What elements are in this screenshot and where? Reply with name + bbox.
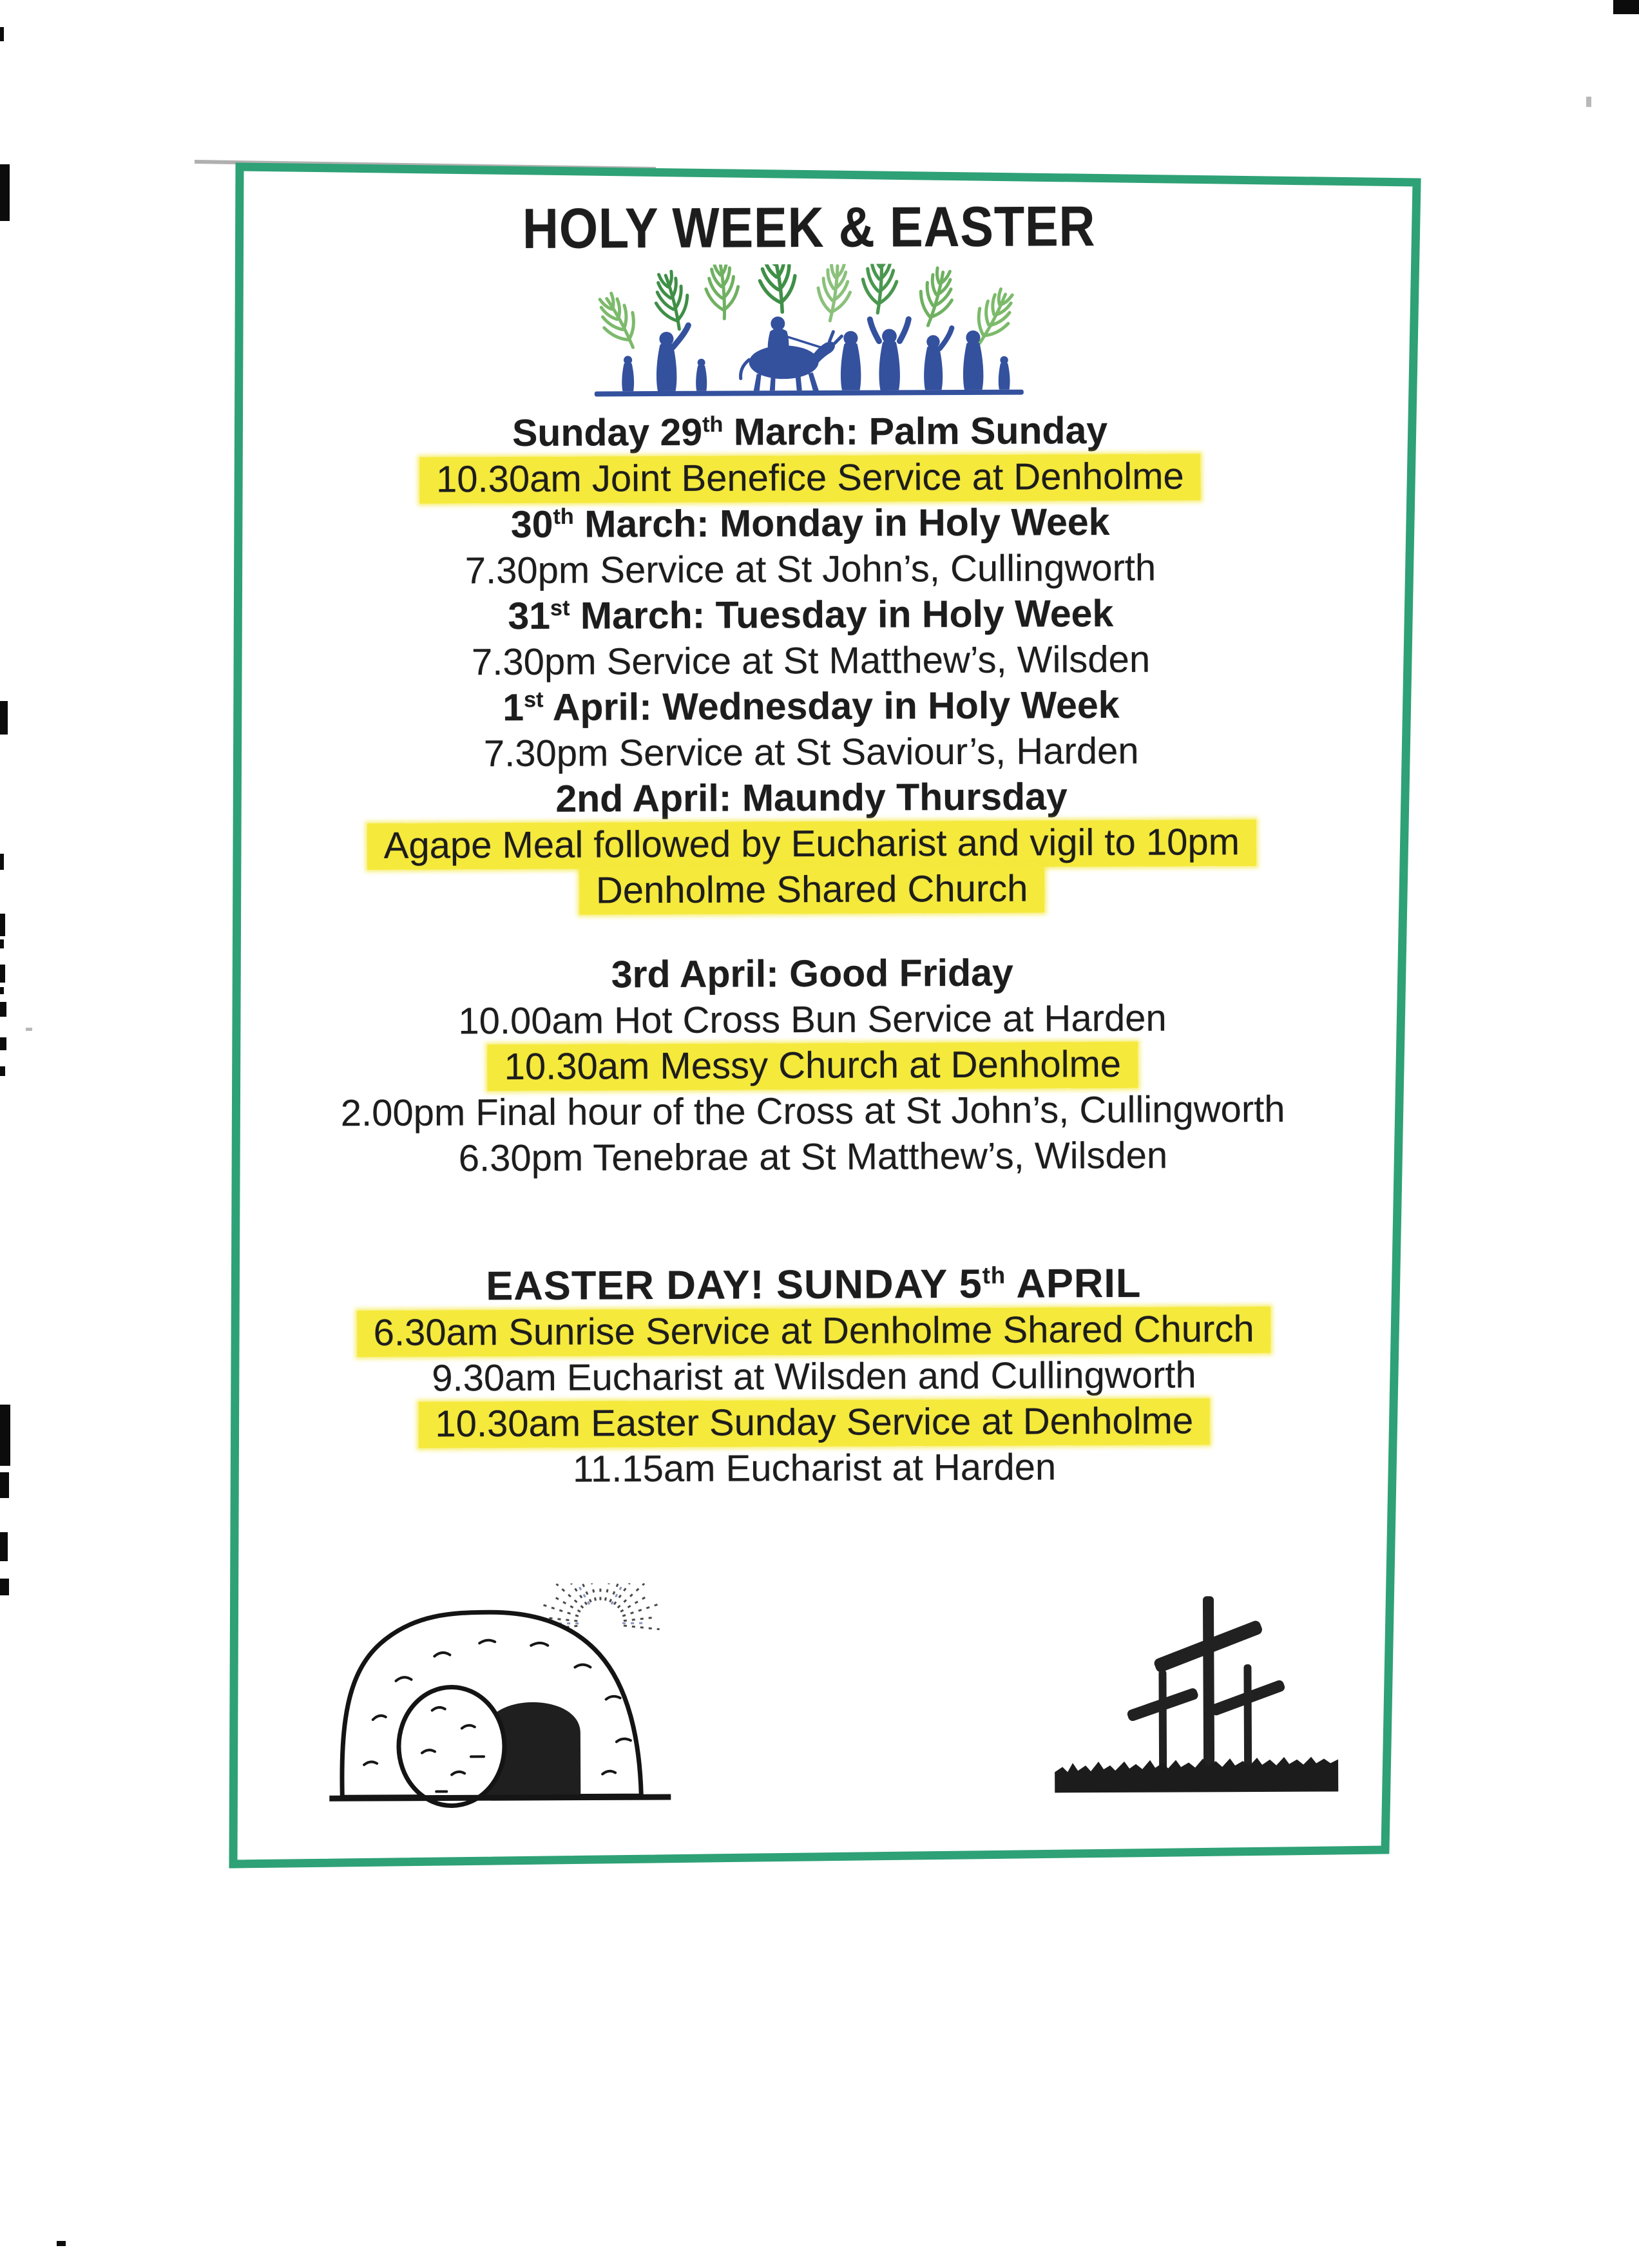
schedule-line: [242, 1443, 1387, 1494]
line-text: 7.30pm Service at St Saviour’s, Harden: [483, 729, 1139, 775]
highlighted-text: 10.30am Joint Benefice Service at Denholme: [419, 454, 1201, 503]
schedule-line: [238, 498, 1383, 549]
schedule-section: [241, 1260, 1388, 1494]
line-text: 3rd April: Good Friday: [611, 951, 1013, 996]
schedule-line: [240, 948, 1385, 999]
scan-artifact: [57, 2241, 66, 2246]
schedule-line: [237, 452, 1383, 503]
scan-artifact: [0, 164, 10, 221]
highlighted-text: 10.30am Easter Sunday Service at Denholme: [418, 1398, 1210, 1448]
schedule-line: [238, 773, 1384, 823]
palm-branch-icon: [756, 264, 800, 315]
palm-branch-icon: [591, 289, 647, 355]
line-text: 11.15am Eucharist at Harden: [572, 1446, 1057, 1490]
palm-sunday-procession-illustration: [590, 264, 1029, 404]
palm-branch-icon: [814, 264, 854, 323]
schedule-line: [238, 590, 1383, 640]
scan-artifact: [26, 1028, 32, 1031]
line-text: 1st April: Wednesday in Holy Week: [503, 683, 1120, 729]
schedule-line: [240, 1131, 1386, 1182]
scan-artifact: [0, 987, 4, 994]
scan-artifact: [0, 27, 4, 41]
schedule-line: [240, 1086, 1386, 1137]
service-schedule: [237, 407, 1387, 1494]
schedule-line: [241, 1351, 1386, 1402]
empty-tomb-illustration: [318, 1583, 680, 1813]
scan-artifact: [0, 939, 4, 948]
tomb-ground-line: [329, 1797, 671, 1798]
scan-artifact: [0, 965, 5, 983]
scan-artifact: [0, 1472, 9, 1498]
line-text: 9.30am Eucharist at Wilsden and Cullingworth: [432, 1354, 1196, 1399]
scan-artifact: [0, 1405, 10, 1466]
highlighted-text: 6.30am Sunrise Service at Denholme Shared Church: [357, 1307, 1271, 1357]
highlighted-text: 10.30am Messy Church at Denholme: [487, 1042, 1138, 1091]
schedule-line: [240, 994, 1385, 1045]
line-text: 6.30pm Tenebrae at St Matthew’s, Wilsden: [458, 1134, 1168, 1180]
line-text: 7.30pm Service at St Matthew’s, Wilsden: [471, 638, 1151, 684]
palm-branch-icon: [704, 264, 741, 320]
scan-artifact: [1586, 97, 1591, 107]
schedule-line: [238, 544, 1383, 595]
crosses: [1126, 1596, 1287, 1783]
scan-smudge-line: [195, 162, 656, 169]
highlighted-text: Agape Meal followed by Eucharist and vigil to 10pm: [367, 820, 1257, 870]
donkey-and-rider: [740, 316, 842, 391]
scan-artifact: [0, 1579, 9, 1595]
scan-artifact: [0, 1002, 6, 1017]
line-text: 30th March: Monday in Holy Week: [510, 500, 1110, 546]
line-text: Sunday 29th March: Palm Sunday: [512, 408, 1108, 455]
scan-artifact: [0, 1532, 8, 1561]
grassy-hill: [1055, 1756, 1338, 1792]
schedule-line: [238, 635, 1383, 686]
line-text: 10.00am Hot Cross Bun Service at Harden: [458, 997, 1167, 1043]
scan-artifact: [0, 914, 5, 936]
schedule-line: [239, 864, 1385, 915]
line-text: 2.00pm Final hour of the Cross at St John’s, Cullingworth: [340, 1088, 1285, 1135]
palm-branch-icon: [861, 264, 899, 314]
schedule-line: [239, 818, 1385, 869]
schedule-line: [240, 1040, 1385, 1091]
flyer-content: [236, 173, 1388, 1853]
page-title: HOLY WEEK & EASTER: [522, 194, 1096, 260]
scan-artifact: [1613, 0, 1639, 14]
scan-artifact: [0, 701, 8, 735]
schedule-line: [241, 1260, 1386, 1311]
schedule-line: [237, 407, 1383, 457]
rolled-stone: [399, 1687, 505, 1806]
palm-branch-icon: [912, 265, 959, 330]
line-text: 7.30pm Service at St John’s, Cullingworth: [465, 546, 1156, 592]
schedule-line: [238, 727, 1384, 778]
schedule-line: [242, 1397, 1387, 1448]
schedule-line: [241, 1305, 1386, 1356]
schedule-section: [237, 407, 1385, 915]
schedule-line: [238, 681, 1384, 732]
line-text: 2nd April: Maundy Thursday: [555, 775, 1068, 820]
scan-artifact: [0, 1066, 5, 1076]
scan-artifact: [0, 1037, 6, 1050]
line-text: 31st March: Tuesday in Holy Week: [508, 591, 1114, 638]
procession-figures: [594, 316, 1024, 397]
scan-artifact: [0, 854, 4, 870]
three-crosses-illustration: [1048, 1586, 1345, 1800]
line-text: EASTER DAY! SUNDAY 5th APRIL: [486, 1260, 1142, 1309]
schedule-section: [240, 948, 1386, 1182]
highlighted-text: Denholme Shared Church: [579, 866, 1045, 914]
